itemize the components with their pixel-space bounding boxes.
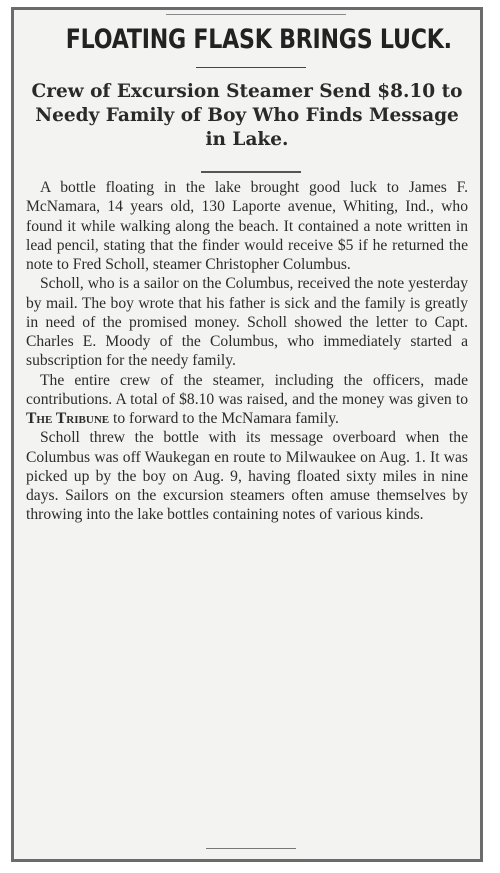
headline: FLOATING FLASK BRINGS LUCK. bbox=[65, 24, 452, 55]
headline-rule bbox=[196, 67, 306, 68]
newspaper-name: The Tribune bbox=[26, 410, 110, 427]
subheadline-rule bbox=[201, 171, 301, 173]
paragraph-1: A bottle floating in the lake brought good luck to James F. McNamara, 14 years old, 130 Laporte avenue, Whiting, Ind., who found it while walking along the beach. It contained a note written in lead pencil, stating that the finder would receive $5 if he returned the note to Fred Scholl, steamer Christopher Columbus. bbox=[26, 179, 468, 273]
bottom-rule bbox=[206, 848, 296, 849]
article-body bbox=[26, 178, 468, 525]
paragraph-4: Scholl threw the bottle with its message overboard when the Columbus was off Waukegan en route to Milwaukee on Aug. 1. It was picked up by the boy on Aug. 9, having floated sixty miles in nine days. Sailors on the excursion steamers often amuse themselves by throwing into the lake bottles containing notes of various kinds. bbox=[26, 429, 468, 524]
subheadline: Crew of Excursion Steamer Send $8.10 to Needy Family of Boy Who Finds Message in Lake. bbox=[31, 81, 463, 150]
paragraph-3 bbox=[26, 371, 468, 429]
article-column bbox=[26, 10, 468, 859]
paragraph-3-text-after: to forward to the McNamara family. bbox=[109, 410, 339, 427]
paragraph-3-text-before: The entire crew of the steamer, including the officers, made contributions. A total of $8.10 was raised, and the money was given to bbox=[26, 371, 468, 408]
paragraph-2: Scholl, who is a sailor on the Columbus, received the note yesterday by mail. The boy wrote that his father is sick and the family is greatly in need of the promised money. Scholl showed the letter to Capt. Charles E. Moody of the Columbus, who immediately started a subscription for the needy family. bbox=[26, 275, 468, 370]
article-frame bbox=[11, 7, 483, 862]
top-rule bbox=[166, 14, 346, 15]
